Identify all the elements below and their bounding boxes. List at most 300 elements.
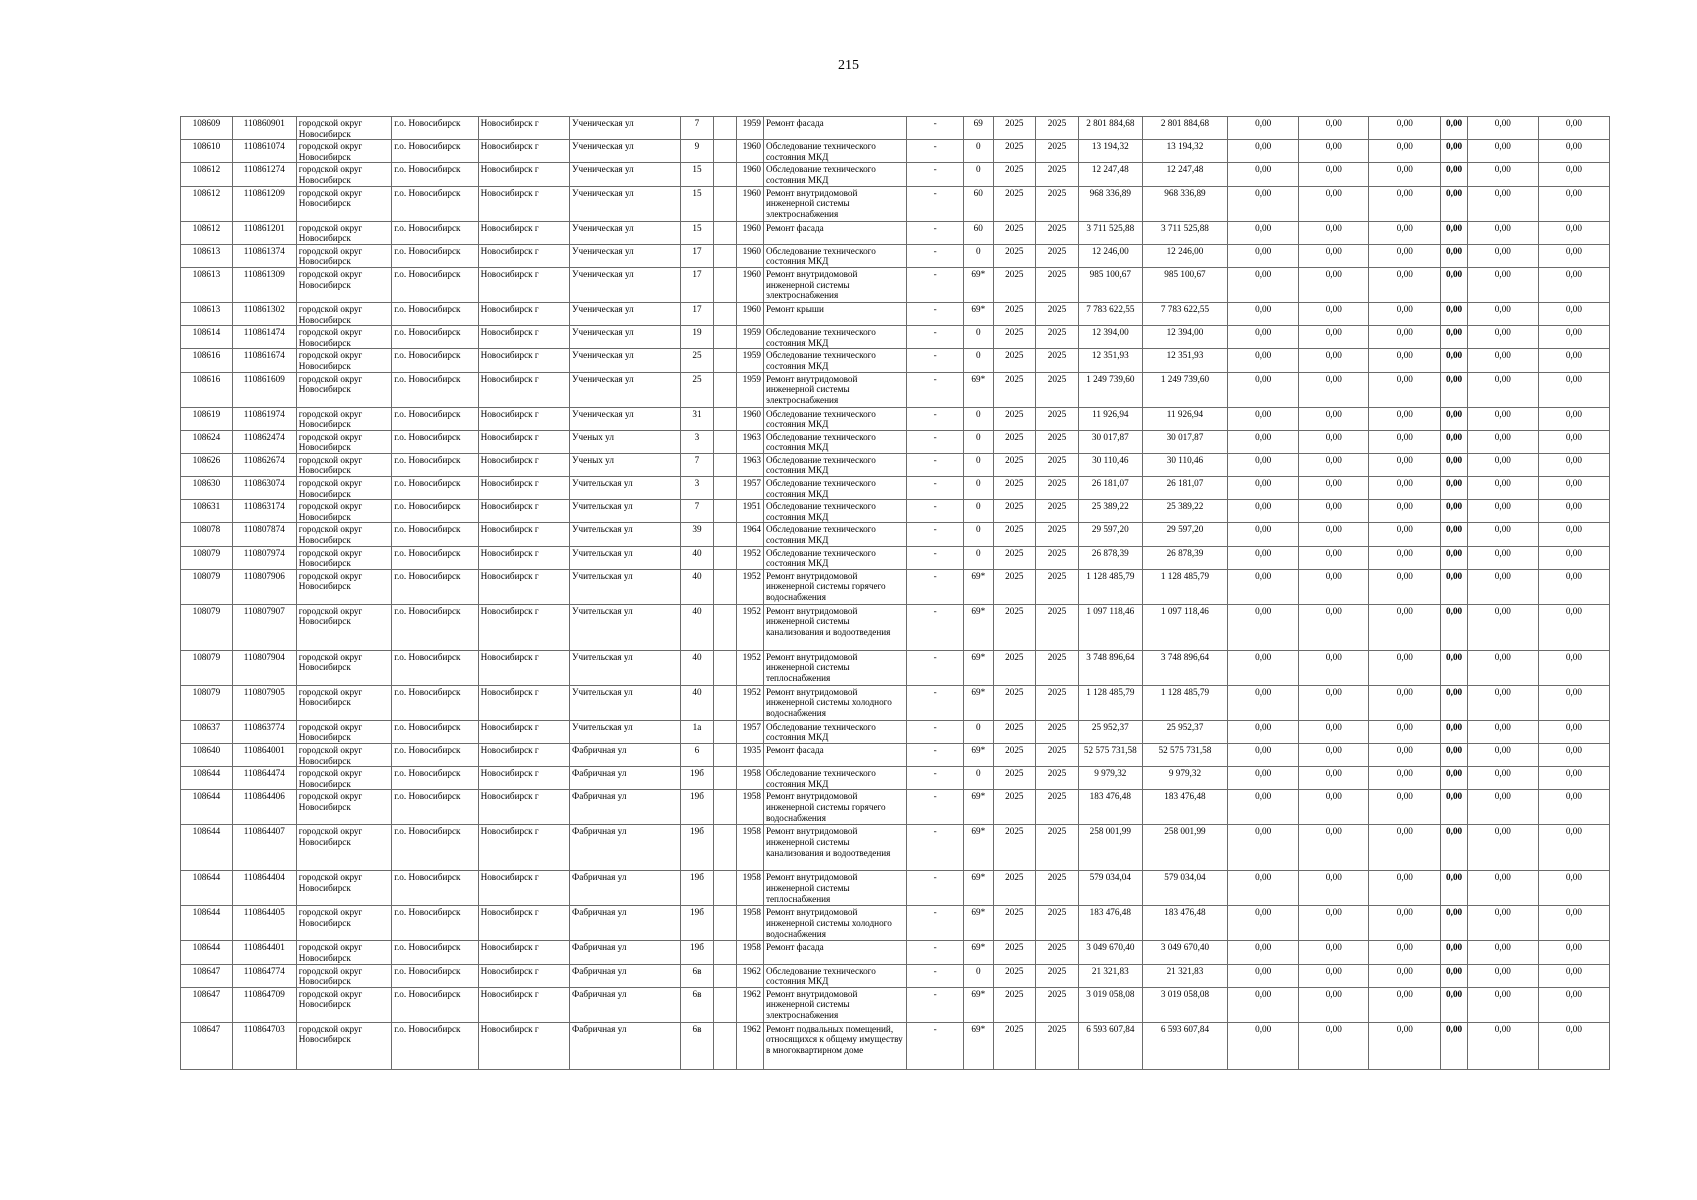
cell-plan-end: 2025 — [1036, 407, 1079, 430]
cell-cost-col-22: 0,00 — [1538, 453, 1609, 476]
cell-dash: - — [907, 500, 964, 523]
cell-settlement: Новосибирск г — [478, 302, 569, 325]
cell-cost-col-22: 0,00 — [1538, 244, 1609, 267]
cell-cost-col-19: 0,00 — [1369, 569, 1441, 604]
cell-dash: - — [907, 546, 964, 569]
cell-work-type: Ремонт крыши — [763, 302, 906, 325]
cell-work-type: Ремонт внутридомовой инженерной системы теплоснабжения — [763, 871, 906, 906]
cell-cost-col-21: 0,00 — [1467, 477, 1538, 500]
cell-cost-col-22: 0,00 — [1538, 430, 1609, 453]
cell-cost-col-21: 0,00 — [1467, 267, 1538, 302]
table-row — [181, 941, 1610, 964]
cell-year-built: 1963 — [736, 430, 763, 453]
cell-wear-percent: 0 — [964, 453, 993, 476]
cell-cost-col-19: 0,00 — [1369, 221, 1441, 244]
cell-municipal-district: городской округ Новосибирск — [296, 744, 391, 767]
cell-plan-start: 2025 — [993, 302, 1036, 325]
cell-cost-col-18: 0,00 — [1299, 650, 1369, 685]
cell-plan-start: 2025 — [993, 604, 1036, 650]
cell-work-type: Обследование технического состояния МКД — [763, 964, 906, 987]
cell-wear-percent: 69* — [964, 790, 993, 825]
cell-plan-end: 2025 — [1036, 140, 1079, 163]
table-row — [181, 221, 1610, 244]
cell-municipal-district: городской округ Новосибирск — [296, 523, 391, 546]
cell-cost-col-18: 0,00 — [1299, 372, 1369, 407]
cell-cost-col-20: 0,00 — [1441, 941, 1467, 964]
cell-building — [714, 650, 736, 685]
cell-municipality: г.о. Новосибирск — [392, 790, 478, 825]
cell-dash: - — [907, 430, 964, 453]
cell-total-cost: 21 321,83 — [1078, 964, 1142, 987]
cell-cost-col-22: 0,00 — [1538, 941, 1609, 964]
cell-cost-col-19: 0,00 — [1369, 744, 1441, 767]
cell-wear-percent: 0 — [964, 244, 993, 267]
cell-cost-col-21: 0,00 — [1467, 500, 1538, 523]
cell-work-type: Ремонт внутридомовой инженерной системы холодного водоснабжения — [763, 685, 906, 720]
cell-cost-col-21: 0,00 — [1467, 349, 1538, 372]
cell-cost-col-21: 0,00 — [1467, 987, 1538, 1022]
cell-total-cost: 12 246,00 — [1078, 244, 1142, 267]
cell-cost-col-21: 0,00 — [1467, 326, 1538, 349]
cell-element-id: 110861201 — [232, 221, 296, 244]
cell-building — [714, 221, 736, 244]
cell-street: Ученическая ул — [569, 244, 680, 267]
cell-cost-col-19: 0,00 — [1369, 941, 1441, 964]
cell-house-number: 7 — [680, 453, 714, 476]
cell-wear-percent: 60 — [964, 221, 993, 244]
cell-street: Учительская ул — [569, 604, 680, 650]
cell-building — [714, 685, 736, 720]
cell-cost-col-18: 0,00 — [1299, 500, 1369, 523]
cell-work-type: Обследование технического состояния МКД — [763, 326, 906, 349]
cell-house-number: 40 — [680, 546, 714, 569]
cell-cost-col-21: 0,00 — [1467, 523, 1538, 546]
cell-work-type: Ремонт внутридомовой инженерной системы канализования и водоотведения — [763, 825, 906, 871]
cell-cost-col-22: 0,00 — [1538, 546, 1609, 569]
cell-wear-percent: 69* — [964, 650, 993, 685]
cell-cost-col-17: 0,00 — [1228, 790, 1299, 825]
cell-element-id: 110864405 — [232, 906, 296, 941]
cell-municipality: г.о. Новосибирск — [392, 221, 478, 244]
cell-registry-id: 108079 — [181, 546, 233, 569]
cell-plan-end: 2025 — [1036, 326, 1079, 349]
cell-total-cost: 7 783 622,55 — [1078, 302, 1142, 325]
cell-cost-col-22: 0,00 — [1538, 987, 1609, 1022]
cell-cost-col-20: 0,00 — [1441, 685, 1467, 720]
table-row — [181, 825, 1610, 871]
cell-building — [714, 941, 736, 964]
cell-street: Учительская ул — [569, 546, 680, 569]
cell-settlement: Новосибирск г — [478, 569, 569, 604]
cell-fund-cost: 13 194,32 — [1142, 140, 1227, 163]
table-row — [181, 546, 1610, 569]
cell-cost-col-18: 0,00 — [1299, 906, 1369, 941]
cell-dash: - — [907, 140, 964, 163]
cell-municipality: г.о. Новосибирск — [392, 604, 478, 650]
cell-house-number: 6в — [680, 987, 714, 1022]
cell-settlement: Новосибирск г — [478, 453, 569, 476]
cell-wear-percent: 0 — [964, 140, 993, 163]
cell-cost-col-21: 0,00 — [1467, 941, 1538, 964]
cell-house-number: 19б — [680, 825, 714, 871]
cell-plan-start: 2025 — [993, 523, 1036, 546]
cell-plan-start: 2025 — [993, 987, 1036, 1022]
cell-cost-col-21: 0,00 — [1467, 302, 1538, 325]
cell-plan-end: 2025 — [1036, 453, 1079, 476]
cell-work-type: Обследование технического состояния МКД — [763, 407, 906, 430]
cell-dash: - — [907, 569, 964, 604]
cell-wear-percent: 0 — [964, 500, 993, 523]
cell-element-id: 110861302 — [232, 302, 296, 325]
cell-registry-id: 108612 — [181, 221, 233, 244]
cell-plan-end: 2025 — [1036, 767, 1079, 790]
cell-year-built: 1960 — [736, 163, 763, 186]
cell-cost-col-19: 0,00 — [1369, 500, 1441, 523]
cell-registry-id: 108613 — [181, 267, 233, 302]
cell-plan-start: 2025 — [993, 453, 1036, 476]
cell-total-cost: 3 711 525,88 — [1078, 221, 1142, 244]
cell-street: Учительская ул — [569, 500, 680, 523]
cell-plan-end: 2025 — [1036, 430, 1079, 453]
cell-registry-id: 108614 — [181, 326, 233, 349]
cell-dash: - — [907, 987, 964, 1022]
cell-plan-end: 2025 — [1036, 221, 1079, 244]
cell-cost-col-22: 0,00 — [1538, 326, 1609, 349]
cell-element-id: 110807907 — [232, 604, 296, 650]
cell-cost-col-21: 0,00 — [1467, 186, 1538, 221]
table-row — [181, 453, 1610, 476]
cell-settlement: Новосибирск г — [478, 790, 569, 825]
cell-wear-percent: 69* — [964, 372, 993, 407]
cell-settlement: Новосибирск г — [478, 546, 569, 569]
cell-municipality: г.о. Новосибирск — [392, 326, 478, 349]
cell-plan-start: 2025 — [993, 941, 1036, 964]
cell-plan-start: 2025 — [993, 720, 1036, 743]
cell-cost-col-20: 0,00 — [1441, 477, 1467, 500]
cell-cost-col-19: 0,00 — [1369, 871, 1441, 906]
table-row — [181, 1022, 1610, 1069]
cell-cost-col-19: 0,00 — [1369, 407, 1441, 430]
cell-cost-col-20: 0,00 — [1441, 964, 1467, 987]
cell-cost-col-18: 0,00 — [1299, 349, 1369, 372]
cell-building — [714, 453, 736, 476]
cell-municipal-district: городской округ Новосибирск — [296, 650, 391, 685]
cell-plan-start: 2025 — [993, 140, 1036, 163]
cell-plan-start: 2025 — [993, 825, 1036, 871]
cell-municipality: г.о. Новосибирск — [392, 569, 478, 604]
cell-cost-col-17: 0,00 — [1228, 767, 1299, 790]
cell-settlement: Новосибирск г — [478, 186, 569, 221]
cell-building — [714, 430, 736, 453]
cell-registry-id: 108079 — [181, 650, 233, 685]
cell-plan-end: 2025 — [1036, 302, 1079, 325]
cell-cost-col-18: 0,00 — [1299, 302, 1369, 325]
cell-municipality: г.о. Новосибирск — [392, 650, 478, 685]
cell-year-built: 1960 — [736, 244, 763, 267]
cell-building — [714, 349, 736, 372]
cell-plan-start: 2025 — [993, 500, 1036, 523]
table-row — [181, 906, 1610, 941]
cell-cost-col-22: 0,00 — [1538, 302, 1609, 325]
cell-cost-col-20: 0,00 — [1441, 500, 1467, 523]
cell-dash: - — [907, 407, 964, 430]
cell-street: Ученическая ул — [569, 407, 680, 430]
cell-municipal-district: городской округ Новосибирск — [296, 720, 391, 743]
cell-registry-id: 108647 — [181, 1022, 233, 1069]
cell-settlement: Новосибирск г — [478, 430, 569, 453]
cell-municipality: г.о. Новосибирск — [392, 117, 478, 140]
cell-plan-end: 2025 — [1036, 964, 1079, 987]
cell-cost-col-22: 0,00 — [1538, 964, 1609, 987]
cell-plan-end: 2025 — [1036, 906, 1079, 941]
cell-fund-cost: 9 979,32 — [1142, 767, 1227, 790]
cell-registry-id: 108624 — [181, 430, 233, 453]
cell-street: Фабричная ул — [569, 744, 680, 767]
cell-year-built: 1958 — [736, 871, 763, 906]
cell-plan-end: 2025 — [1036, 477, 1079, 500]
cell-plan-start: 2025 — [993, 650, 1036, 685]
table-row — [181, 720, 1610, 743]
cell-cost-col-18: 0,00 — [1299, 453, 1369, 476]
cell-municipality: г.о. Новосибирск — [392, 453, 478, 476]
cell-building — [714, 372, 736, 407]
cell-house-number: 19б — [680, 871, 714, 906]
cell-dash: - — [907, 349, 964, 372]
cell-cost-col-19: 0,00 — [1369, 546, 1441, 569]
cell-house-number: 6 — [680, 744, 714, 767]
cell-street: Ученическая ул — [569, 163, 680, 186]
cell-cost-col-21: 0,00 — [1467, 906, 1538, 941]
cell-street: Фабричная ул — [569, 964, 680, 987]
cell-work-type: Обследование технического состояния МКД — [763, 477, 906, 500]
table-row — [181, 349, 1610, 372]
cell-registry-id: 108613 — [181, 244, 233, 267]
cell-building — [714, 407, 736, 430]
cell-total-cost: 1 249 739,60 — [1078, 372, 1142, 407]
cell-plan-end: 2025 — [1036, 871, 1079, 906]
cell-cost-col-17: 0,00 — [1228, 964, 1299, 987]
cell-municipal-district: городской округ Новосибирск — [296, 604, 391, 650]
cell-street: Фабричная ул — [569, 906, 680, 941]
cell-plan-end: 2025 — [1036, 744, 1079, 767]
cell-building — [714, 117, 736, 140]
cell-registry-id: 108631 — [181, 500, 233, 523]
table-row — [181, 650, 1610, 685]
cell-street: Учительская ул — [569, 477, 680, 500]
cell-total-cost: 52 575 731,58 — [1078, 744, 1142, 767]
cell-cost-col-20: 0,00 — [1441, 140, 1467, 163]
cell-total-cost: 12 351,93 — [1078, 349, 1142, 372]
table-row — [181, 744, 1610, 767]
cell-settlement: Новосибирск г — [478, 221, 569, 244]
cell-fund-cost: 183 476,48 — [1142, 906, 1227, 941]
cell-cost-col-19: 0,00 — [1369, 349, 1441, 372]
cell-cost-col-20: 0,00 — [1441, 372, 1467, 407]
cell-cost-col-22: 0,00 — [1538, 790, 1609, 825]
cell-element-id: 110807874 — [232, 523, 296, 546]
cell-fund-cost: 7 783 622,55 — [1142, 302, 1227, 325]
cell-wear-percent: 69* — [964, 825, 993, 871]
cell-work-type: Ремонт подвальных помещений, относящихся к общему имуществу в многоквартирном доме — [763, 1022, 906, 1069]
cell-year-built: 1962 — [736, 964, 763, 987]
cell-cost-col-19: 0,00 — [1369, 186, 1441, 221]
cell-fund-cost: 52 575 731,58 — [1142, 744, 1227, 767]
cell-wear-percent: 0 — [964, 163, 993, 186]
cell-settlement: Новосибирск г — [478, 244, 569, 267]
cell-municipal-district: городской округ Новосибирск — [296, 767, 391, 790]
cell-cost-col-21: 0,00 — [1467, 117, 1538, 140]
cell-year-built: 1960 — [736, 302, 763, 325]
table-row — [181, 604, 1610, 650]
cell-registry-id: 108612 — [181, 163, 233, 186]
cell-municipality: г.о. Новосибирск — [392, 546, 478, 569]
cell-settlement: Новосибирск г — [478, 964, 569, 987]
cell-work-type: Ремонт внутридомовой инженерной системы электроснабжения — [763, 267, 906, 302]
cell-total-cost: 1 097 118,46 — [1078, 604, 1142, 650]
cell-registry-id: 108630 — [181, 477, 233, 500]
cell-municipality: г.о. Новосибирск — [392, 825, 478, 871]
cell-element-id: 110861474 — [232, 326, 296, 349]
cell-plan-end: 2025 — [1036, 790, 1079, 825]
cell-municipality: г.о. Новосибирск — [392, 302, 478, 325]
cell-cost-col-21: 0,00 — [1467, 453, 1538, 476]
cell-cost-col-20: 0,00 — [1441, 871, 1467, 906]
cell-fund-cost: 29 597,20 — [1142, 523, 1227, 546]
cell-municipal-district: городской округ Новосибирск — [296, 244, 391, 267]
cell-total-cost: 25 389,22 — [1078, 500, 1142, 523]
cell-fund-cost: 985 100,67 — [1142, 267, 1227, 302]
cell-registry-id: 108616 — [181, 372, 233, 407]
cell-wear-percent: 0 — [964, 720, 993, 743]
cell-year-built: 1960 — [736, 407, 763, 430]
cell-fund-cost: 6 593 607,84 — [1142, 1022, 1227, 1069]
cell-street: Ученическая ул — [569, 326, 680, 349]
cell-dash: - — [907, 523, 964, 546]
cell-registry-id: 108640 — [181, 744, 233, 767]
cell-building — [714, 744, 736, 767]
cell-cost-col-17: 0,00 — [1228, 267, 1299, 302]
cell-work-type: Обследование технического состояния МКД — [763, 546, 906, 569]
cell-settlement: Новосибирск г — [478, 326, 569, 349]
cell-settlement: Новосибирск г — [478, 500, 569, 523]
cell-fund-cost: 3 711 525,88 — [1142, 221, 1227, 244]
cell-building — [714, 523, 736, 546]
cell-cost-col-18: 0,00 — [1299, 140, 1369, 163]
cell-settlement: Новосибирск г — [478, 744, 569, 767]
cell-fund-cost: 12 351,93 — [1142, 349, 1227, 372]
cell-plan-start: 2025 — [993, 871, 1036, 906]
cell-settlement: Новосибирск г — [478, 685, 569, 720]
cell-municipal-district: городской округ Новосибирск — [296, 500, 391, 523]
cell-municipality: г.о. Новосибирск — [392, 523, 478, 546]
cell-dash: - — [907, 244, 964, 267]
cell-wear-percent: 0 — [964, 407, 993, 430]
cell-cost-col-22: 0,00 — [1538, 604, 1609, 650]
cell-total-cost: 11 926,94 — [1078, 407, 1142, 430]
cell-house-number: 19б — [680, 906, 714, 941]
cell-total-cost: 30 110,46 — [1078, 453, 1142, 476]
cell-cost-col-20: 0,00 — [1441, 790, 1467, 825]
cell-cost-col-19: 0,00 — [1369, 1022, 1441, 1069]
cell-house-number: 25 — [680, 372, 714, 407]
cell-house-number: 3 — [680, 477, 714, 500]
cell-element-id: 110864401 — [232, 941, 296, 964]
cell-fund-cost: 1 097 118,46 — [1142, 604, 1227, 650]
cell-cost-col-20: 0,00 — [1441, 302, 1467, 325]
cell-cost-col-17: 0,00 — [1228, 685, 1299, 720]
cell-cost-col-22: 0,00 — [1538, 1022, 1609, 1069]
cell-dash: - — [907, 825, 964, 871]
cell-municipal-district: городской округ Новосибирск — [296, 569, 391, 604]
cell-cost-col-22: 0,00 — [1538, 871, 1609, 906]
table-row — [181, 407, 1610, 430]
table-row — [181, 430, 1610, 453]
cell-cost-col-22: 0,00 — [1538, 349, 1609, 372]
cell-building — [714, 140, 736, 163]
cell-year-built: 1958 — [736, 941, 763, 964]
cell-cost-col-20: 0,00 — [1441, 720, 1467, 743]
cell-cost-col-21: 0,00 — [1467, 685, 1538, 720]
cell-house-number: 40 — [680, 685, 714, 720]
cell-cost-col-20: 0,00 — [1441, 546, 1467, 569]
cell-year-built: 1960 — [736, 267, 763, 302]
cell-cost-col-18: 0,00 — [1299, 477, 1369, 500]
cell-cost-col-20: 0,00 — [1441, 650, 1467, 685]
cell-municipal-district: городской округ Новосибирск — [296, 906, 391, 941]
cell-fund-cost: 30 017,87 — [1142, 430, 1227, 453]
cell-street: Фабричная ул — [569, 871, 680, 906]
cell-street: Ученическая ул — [569, 221, 680, 244]
cell-registry-id: 108644 — [181, 825, 233, 871]
cell-wear-percent: 0 — [964, 326, 993, 349]
cell-plan-start: 2025 — [993, 964, 1036, 987]
cell-registry-id: 108644 — [181, 871, 233, 906]
cell-element-id: 110807906 — [232, 569, 296, 604]
cell-municipal-district: городской округ Новосибирск — [296, 871, 391, 906]
cell-cost-col-18: 0,00 — [1299, 1022, 1369, 1069]
cell-building — [714, 871, 736, 906]
cell-cost-col-21: 0,00 — [1467, 430, 1538, 453]
cell-year-built: 1963 — [736, 453, 763, 476]
table-row — [181, 372, 1610, 407]
cell-cost-col-19: 0,00 — [1369, 906, 1441, 941]
cell-registry-id: 108644 — [181, 941, 233, 964]
cell-element-id: 110864404 — [232, 871, 296, 906]
cell-fund-cost: 25 389,22 — [1142, 500, 1227, 523]
cell-cost-col-18: 0,00 — [1299, 546, 1369, 569]
cell-year-built: 1962 — [736, 1022, 763, 1069]
cell-work-type: Обследование технического состояния МКД — [763, 244, 906, 267]
cell-plan-start: 2025 — [993, 767, 1036, 790]
cell-wear-percent: 69* — [964, 906, 993, 941]
cell-element-id: 110863074 — [232, 477, 296, 500]
cell-cost-col-22: 0,00 — [1538, 720, 1609, 743]
cell-registry-id: 108612 — [181, 186, 233, 221]
cell-plan-start: 2025 — [993, 1022, 1036, 1069]
cell-municipality: г.о. Новосибирск — [392, 767, 478, 790]
table-row — [181, 500, 1610, 523]
cell-municipal-district: городской округ Новосибирск — [296, 477, 391, 500]
cell-dash: - — [907, 604, 964, 650]
cell-total-cost: 183 476,48 — [1078, 790, 1142, 825]
cell-work-type: Ремонт внутридомовой инженерной системы электроснабжения — [763, 372, 906, 407]
cell-element-id: 110861309 — [232, 267, 296, 302]
cell-cost-col-22: 0,00 — [1538, 407, 1609, 430]
cell-cost-col-17: 0,00 — [1228, 906, 1299, 941]
cell-settlement: Новосибирск г — [478, 117, 569, 140]
cell-element-id: 110864703 — [232, 1022, 296, 1069]
cell-cost-col-21: 0,00 — [1467, 163, 1538, 186]
